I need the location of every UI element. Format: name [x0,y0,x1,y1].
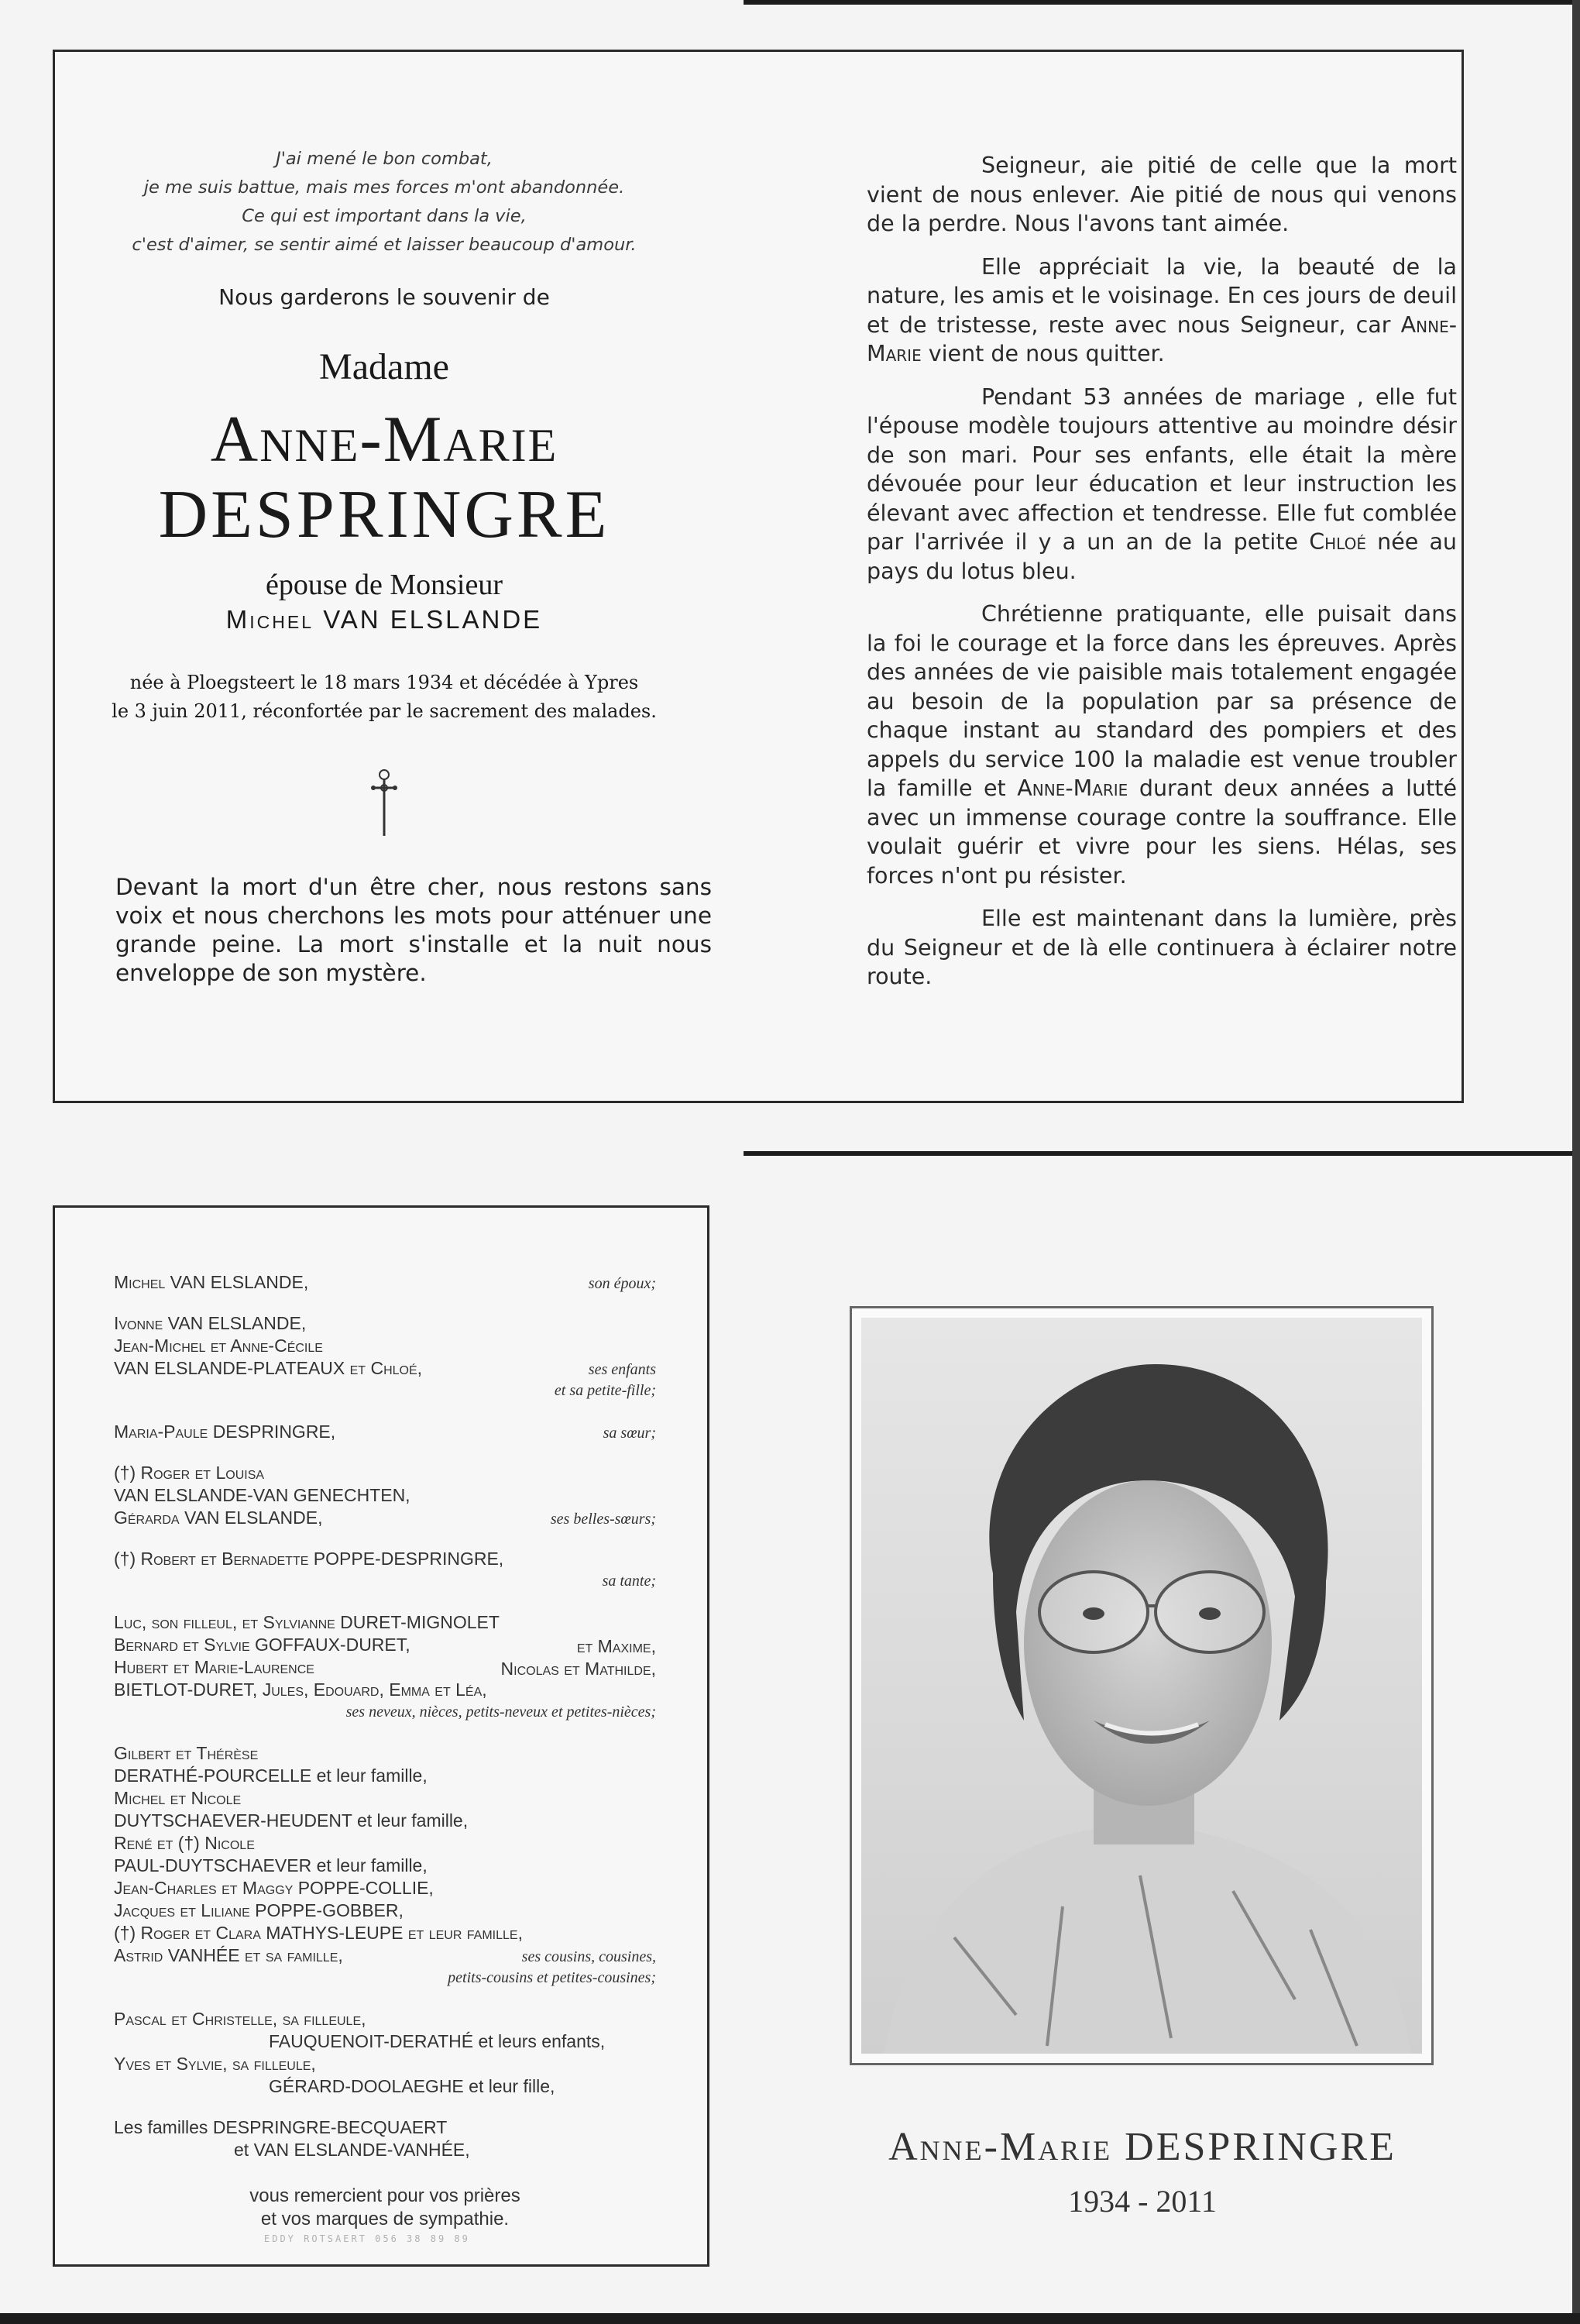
paragraph-2: Elle appréciait la vie, la beauté de la nature, les amis et le voisinage. En ces jours de deuil et de tristesse, reste avec nous Seigneur, car Anne-Marie vient de nous quitter. [867,253,1457,366]
photo-frame [850,1306,1434,2065]
relation-label: petits-cousins et petites-cousines; [448,1969,656,1986]
family-line: VAN ELSLANDE-PLATEAUX et Chloé, [114,1358,423,1378]
family-line: Bernard et Sylvie GOFFAUX-DURET, [114,1635,410,1655]
name-anne-marie: Anne-Marie [1017,775,1128,801]
family-line: (†) Robert et Bernadette POPPE-DESPRINGRE, [114,1549,504,1569]
relation-label: ses enfants [588,1361,656,1378]
title: Madame [319,346,449,387]
family-line: Yves et Sylvie, sa filleule, [114,2054,316,2074]
family-group [114,1462,656,1529]
relation-label: et sa petite-fille; [554,1382,656,1399]
family-line: Astrid VANHÉE et sa famille, [114,1945,343,1965]
scan-edge-top [744,0,1580,5]
scan-edge-middle [744,1151,1580,1156]
poem-line: J'ai mené le bon combat, [276,149,493,169]
family-line: Gérarda VAN ELSLANDE, [114,1508,323,1528]
poem-line: c'est d'aimer, se sentir aimé et laisser beaucoup d'amour. [132,235,637,255]
paragraph-5: Elle est maintenant dans la lumière, près du Seigneur et de là elle continuera à éclairer notre route. [867,906,1457,989]
thanks-line: et vos marques de sympathie. [260,2209,510,2229]
family-line: Maria-Paule DESPRINGRE, [114,1422,336,1442]
thanks-line: vous remercient pour vos prières [249,2185,520,2206]
family-line: PAUL-DUYTSCHAEVER et leur famille, [114,1855,428,1875]
birth-death-text [78,669,690,726]
family-line: BIETLOT-DURET, Jules, Edouard, Emma et Léa, [114,1679,487,1700]
scan-edge-bottom [0,2313,1580,2324]
right-column [867,151,1457,1006]
family-line: DERATHÉ-POURCELLE et leur famille, [114,1765,428,1786]
family-line: GÉRARD-DOOLAEGHE et leur fille, [269,2076,555,2096]
family-line: Ivonne VAN ELSLANDE, [114,1313,307,1333]
relation-label: ses belles-sœurs; [550,1511,656,1528]
first-name: Anne-Marie [210,403,558,476]
photo-caption-years: 1934 - 2011 [1068,2184,1217,2219]
spouse-intro: épouse de Monsieur [265,569,503,601]
photo-caption-name: Anne-Marie DESPRINGRE [888,2125,1396,2169]
surname: DESPRINGRE [158,477,610,552]
family-group [114,1312,656,1402]
family-line: Hubert et Marie-Laurence [114,1657,314,1677]
printer-imprint: EDDY ROTSAERT 056 38 89 89 [264,2233,470,2244]
portrait-photo [861,1318,1422,2054]
poem [78,145,690,260]
spouse-last-name: VAN ELSLANDE [323,605,543,634]
name-chloe: Chloé [1309,529,1366,555]
family-group [114,1421,656,1443]
family-line: Michel et Nicole [114,1788,242,1808]
family-line: Jean-Charles et Maggy POPPE-COLLIE, [114,1878,434,1898]
birth-death-line: le 3 juin 2011, réconfortée par le sacrement des malades. [112,700,657,722]
family-group [114,1742,656,1989]
family-line: VAN ELSLANDE-VAN GENECHTEN, [114,1485,410,1505]
thanks-text [114,2185,656,2231]
family-line: DUYTSCHAEVER-HEUDENT et leur famille, [114,1810,469,1831]
poem-line: Ce qui est important dans la vie, [242,206,527,226]
name-anne-marie: Anne-Marie [867,311,1457,366]
family-line: et Maxime, [576,1636,656,1656]
spouse-first-name: Michel [225,605,314,634]
family-line: Luc, son filleul, et Sylvianne DURET-MIGNOLET [114,1612,500,1632]
family-group [114,1611,656,1724]
family-line: Pascal et Christelle, sa filleule, [114,2009,366,2029]
relation-label: sa tante; [602,1573,656,1590]
paragraph-4: Chrétienne pratiquante, elle puisait dans la foi le courage et la force dans les épreuves. Après des années de vie paisible mais totalement engagée au besoin de la population par sa présence de chaque instant au standard des pompiers et des appels du service 100 la maladie est venue troubler la famille et Anne-Marie durant deux années a lutté avec un immense courage contre la souffrance. Elle voulait guérir et vivre pour les siens. Hélas, ses forces n'ont pu résister. [867,601,1458,889]
relation-label: son époux; [588,1275,656,1292]
paragraph-1: Seigneur, aie pitié de celle que la mort vient de nous enlever. Aie pitié de nous qui venons de la perdre. Nous l'avons tant aimée. [867,153,1457,236]
family-line: (†) Roger et Clara MATHYS-LEUPE et leur famille, [114,1923,523,1943]
intro-text: Nous garderons le souvenir de [218,284,550,310]
family-line: (†) Roger et Louisa [114,1463,265,1483]
cross-icon [369,768,400,839]
family-group [114,1548,656,1593]
family-line: Nicolas et Mathilde, [500,1659,656,1679]
paragraph-3: Pendant 53 années de mariage , elle fut l'épouse modèle toujours attentive au moindre désir de son mari. Pour ses enfants, elle était la mère dévouée pour leur éducation et leur instruction les élevant avec affection et tendresse. Elle fut comblée par l'arrivée il y a un an de la petite Chloé née au pays du lotus bleu. [867,383,1457,584]
family-line: Jean-Michel et Anne-Cécile [114,1336,323,1356]
family-line: René et (†) Nicole [114,1833,255,1853]
spouse-name [78,605,690,634]
family-card [53,1205,709,2267]
memorial-card-inside [53,50,1464,1103]
family-line: FAUQUENOIT-DERATHÉ et leurs enfants, [269,2031,606,2051]
scan-edge-right [1572,0,1580,2324]
devant-paragraph: Devant la mort d'un être cher, nous restons sans voix et nous cherchons les mots pour atténuer une grande peine. La mort s'installe et la nuit nous enveloppe de son mystère. [115,874,712,986]
birth-death-line: née à Ploegsteert le 18 mars 1934 et décédée à Ypres [129,672,639,693]
relation-label: ses cousins, cousines, [521,1948,656,1965]
family-group [114,2008,656,2098]
family-group [114,1271,656,1294]
relation-label: sa sœur; [603,1425,656,1442]
left-column [78,145,690,839]
family-group [114,2116,656,2161]
poem-line: je me suis battue, mais mes forces m'ont abandonnée. [143,177,625,198]
relation-label: ses neveux, nièces, petits-neveux et petites-nièces; [345,1703,656,1721]
family-line: Michel VAN ELSLANDE, [114,1272,309,1292]
family-line: Jacques et Liliane POPPE-GOBBER, [114,1900,404,1920]
family-line: Les familles DESPRINGRE-BECQUAERT [114,2117,448,2137]
family-line: Gilbert et Thérèse [114,1743,259,1763]
family-line: et VAN ELSLANDE-VANHÉE, [234,2140,470,2160]
family-list [114,1271,656,2231]
